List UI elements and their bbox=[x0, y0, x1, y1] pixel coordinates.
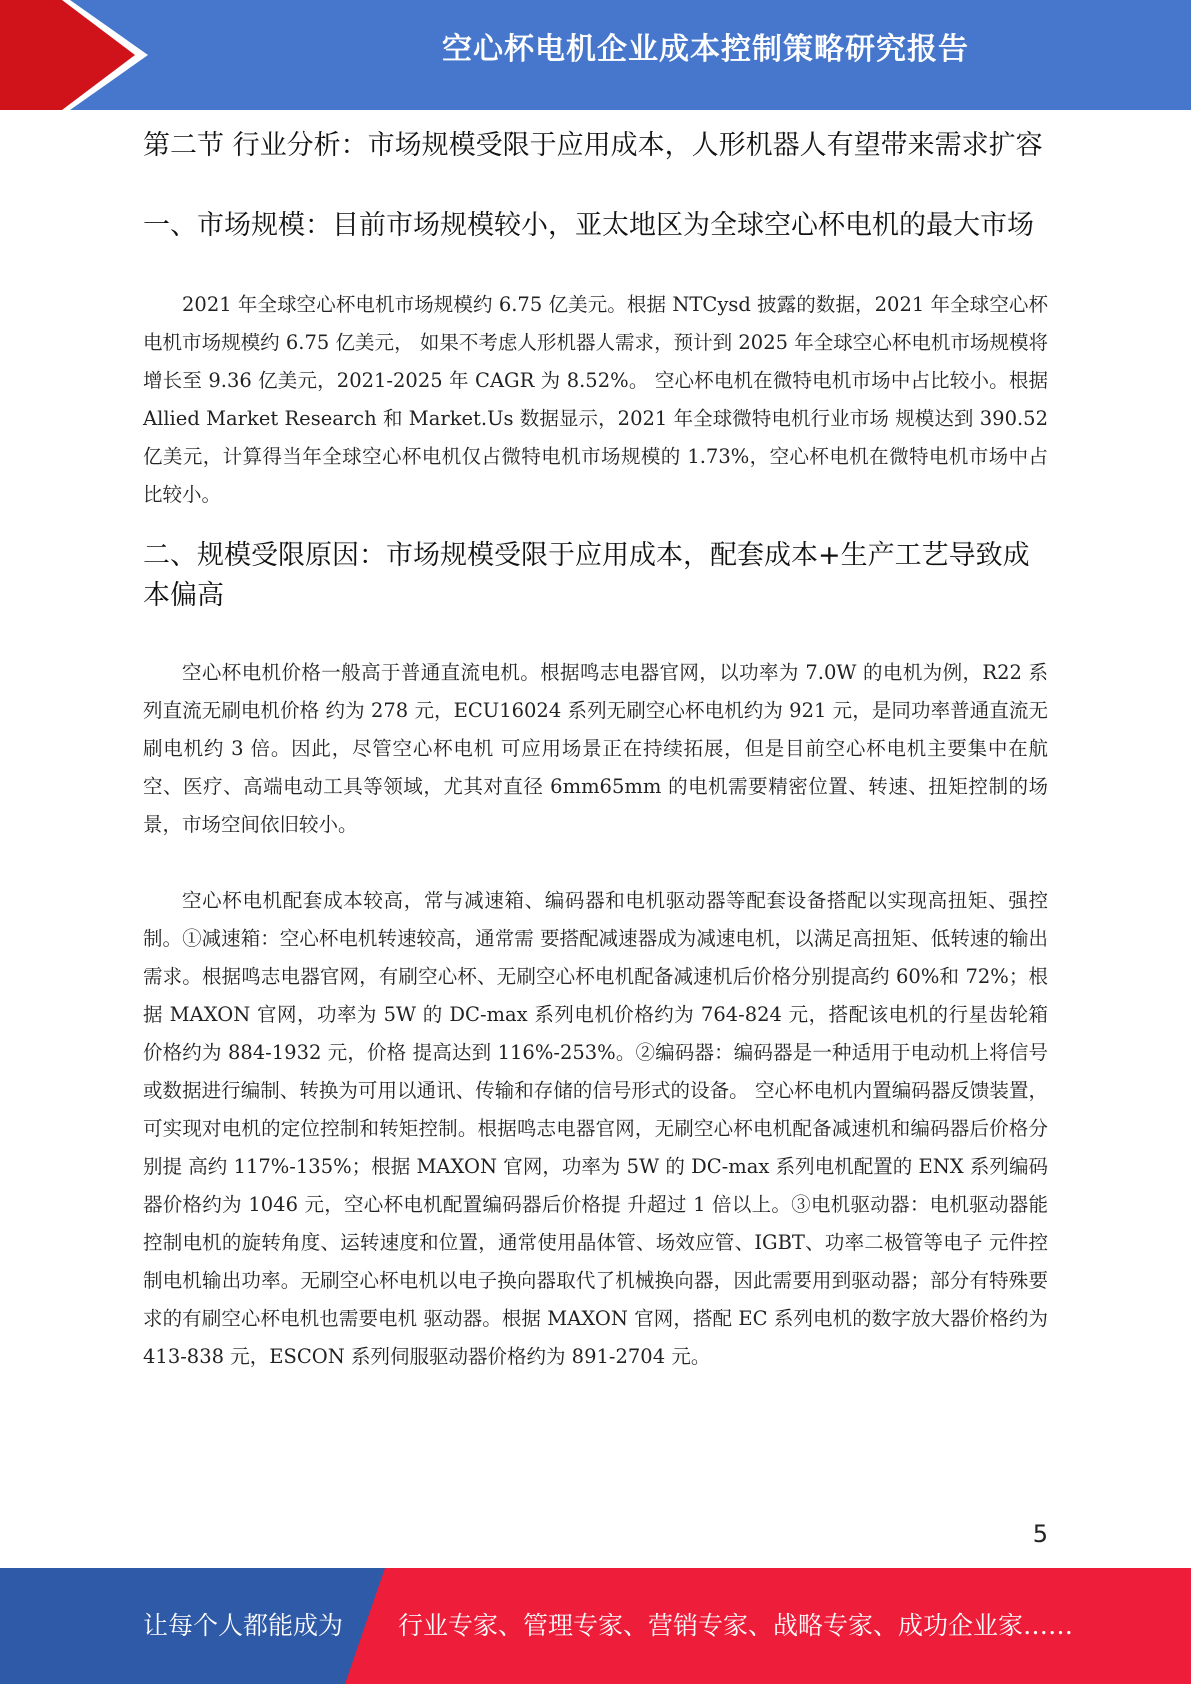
page-header bbox=[0, 0, 1191, 110]
paragraph-supporting-costs: 空心杯电机配套成本较高，常与减速箱、编码器和电机驱动器等配套设备搭配以实现高扭矩、强控制。①减速箱：空心杯电机转速较高，通常需 要搭配减速器成为减速电机，以满足高扭矩、低转速的输出需求。根据鸣志电器官网，有刷空心杯、无刷空心杯电机配备减速机后价格分别提高约 60%和 72%；根据 MAXON 官网，功率为 5W 的 DC-max 系列电机价格约为 764-824 元，搭配该电机的行星齿轮箱价格约为 884-1932 元，价格 提高达到 116%-253%。②编码器：编码器是一种适用于电动机上将信号或数据进行编制、转换为可用以通讯、传输和存储的信号形式的设备。 空心杯电机内置编码器反馈装置，可实现对电机的定位控制和转矩控制。根据鸣志电器官网，无刷空心杯电机配备减速机和编码器后价格分别提 高约 117%-135%；根据 MAXON 官网，功率为 5W 的 DC-max 系列电机配置的 ENX 系列编码器价格约为 1046 元，空心杯电机配置编码器后价格提 升超过 1 倍以上。③电机驱动器：电机驱动器能控制电机的旋转角度、运转速度和位置，通常使用晶体管、场效应管、IGBT、功率二极管等电子 元件控制电机输出功率。无刷空心杯电机以电子换向器取代了机械换向器，因此需要用到驱动器；部分有特殊要求的有刷空心杯电机也需要电机 驱动器。根据 MAXON 官网，搭配 EC 系列电机的数字放大器价格约为 413-838 元，ESCON 系列伺服驱动器价格约为 891-2704 元。 bbox=[143, 889, 1048, 1368]
report-title: 空心杯电机企业成本控制策略研究报告 bbox=[442, 32, 969, 67]
page-content bbox=[143, 126, 1048, 1376]
paragraph-market-size: 2021 年全球空心杯电机市场规模约 6.75 亿美元。根据 NTCysd 披露的数据，2021 年全球空心杯电机市场规模约 6.75 亿美元， 如果不考虑人形机器人需求，预计到 2025 年全球空心杯电机市场规模将增长至 9.36 亿美元，2021-2025 年 CAGR 为 8.52%。 空心杯电机在微特电机市场中占比较小。根据 Allied Market Research 和 Market.Us 数据显示，2021 年全球微特电机行业市场 规模达到 390.52 亿美元，计算得当年全球空心杯电机仅占微特电机市场规模的 1.73%，空心杯电机在微特电机市场中占比较小。 bbox=[143, 293, 1048, 506]
heading-market-size: 一、市场规模：目前市场规模较小，亚太地区为全球空心杯电机的最大市场 bbox=[143, 210, 1034, 241]
footer-slogan-left: 让每个人都能成为 bbox=[143, 1611, 344, 1640]
paragraph-price-comparison: 空心杯电机价格一般高于普通直流电机。根据鸣志电器官网，以功率为 7.0W 的电机为例，R22 系列直流无刷电机价格 约为 278 元，ECU16024 系列无刷空心杯电机约为 921 元，是同功率普通直流无刷电机约 3 倍。因此，尽管空心杯电机 可应用场景正在持续拓展，但是目前空心杯电机主要集中在航空、医疗、高端电动工具等领域，尤其对直径 6mm65mm 的电机需要精密位置、转速、扭矩控制的场景，市场空间依旧较小。 bbox=[143, 661, 1048, 836]
page-footer bbox=[0, 1568, 1191, 1684]
section-title: 第二节 行业分析：市场规模受限于应用成本，人形机器人有望带来需求扩容 bbox=[143, 130, 1043, 161]
heading-cost-limits: 二、规模受限原因：市场规模受限于应用成本，配套成本+生产工艺导致成本偏高 bbox=[143, 540, 1030, 611]
header-arrow-decoration bbox=[0, 0, 150, 110]
page-number: 5 bbox=[1032, 1520, 1048, 1548]
footer-slogan-right: 行业专家、管理专家、营销专家、战略专家、成功企业家…… bbox=[398, 1611, 1074, 1640]
